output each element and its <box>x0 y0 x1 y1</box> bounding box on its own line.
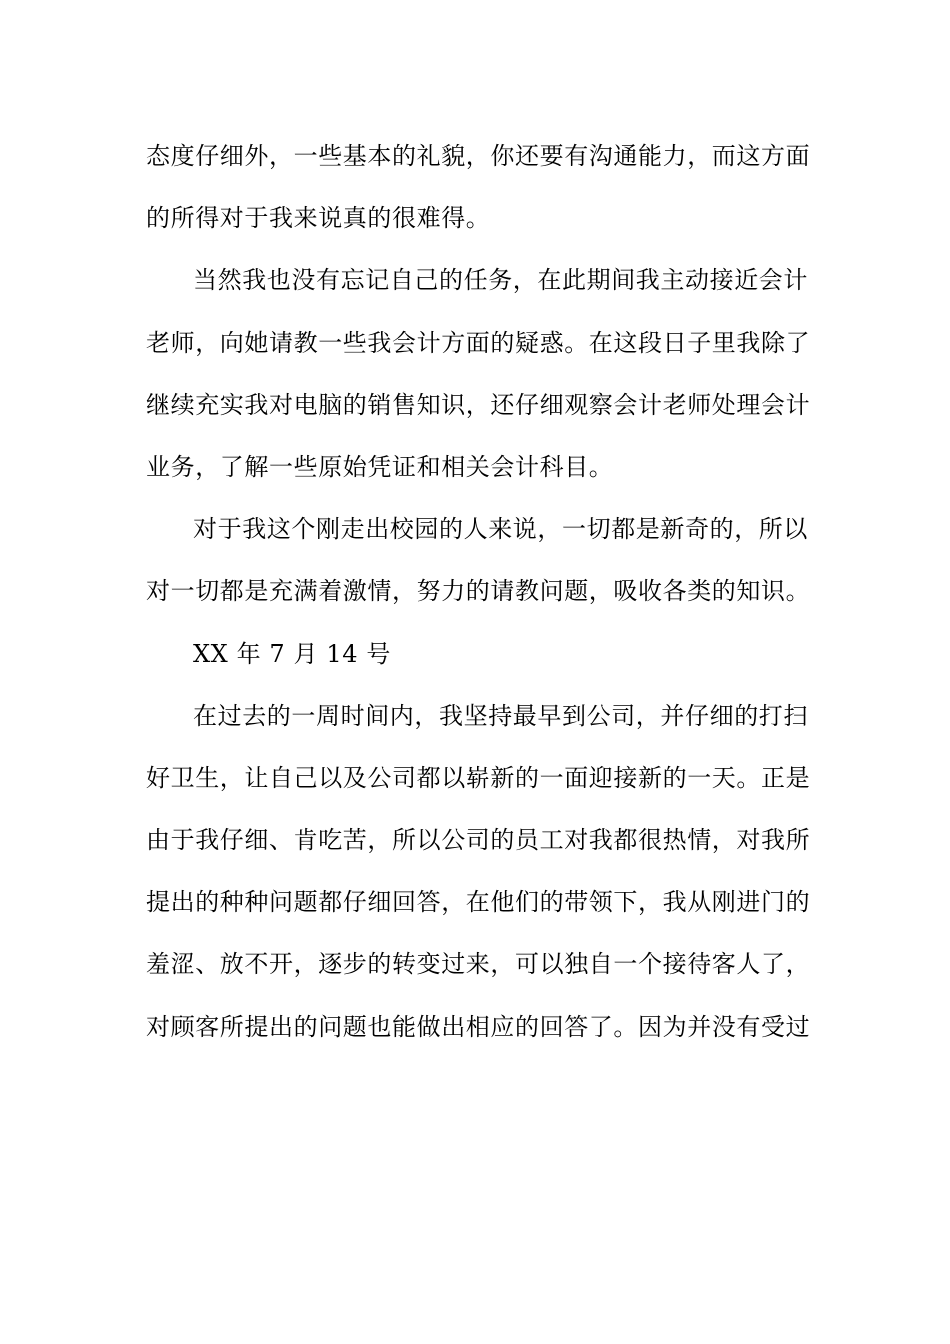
paragraph-first-line: 对于我这个刚走出校园的人来说，一切都是新奇的，所以 <box>193 515 808 544</box>
text-line: 提出的种种问题都仔细回答，在他们的带领下，我从刚进门的 <box>146 888 811 917</box>
text-line: 继续充实我对电脑的销售知识，还仔细观察会计老师处理会计 <box>146 390 811 419</box>
paragraph-first-line: 当然我也没有忘记自己的任务，在此期间我主动接近会计 <box>193 266 808 295</box>
text-line: 由于我仔细、肯吃苦，所以公司的员工对我都很热情，对我所 <box>146 826 811 855</box>
paragraph-first-line: 在过去的一周时间内，我坚持最早到公司，并仔细的打扫 <box>193 701 808 730</box>
document-body <box>146 125 811 1058</box>
text-line: 对一切都是充满着激情，努力的请教问题，吸收各类的知识。 <box>146 577 811 606</box>
text-line: 态度仔细外，一些基本的礼貌，你还要有沟通能力，而这方面 <box>146 142 811 170</box>
text-line: 对顾客所提出的问题也能做出相应的回答了。因为并没有受过 <box>146 1012 811 1041</box>
text-line: 老师，向她请教一些我会计方面的疑惑。在这段日子里我除了 <box>146 328 811 357</box>
text-line: 的所得对于我来说真的很难得。 <box>146 204 491 233</box>
text-line: 好卫生，让自己以及公司都以崭新的一面迎接新的一天。正是 <box>146 763 811 792</box>
date-heading: XX 年 7 月 14 号 <box>193 639 391 668</box>
text-line: 业务，了解一些原始凭证和相关会计科目。 <box>146 452 614 481</box>
text-line: 羞涩、放不开，逐步的转变过来，可以独自一个接待客人了， <box>146 950 811 979</box>
